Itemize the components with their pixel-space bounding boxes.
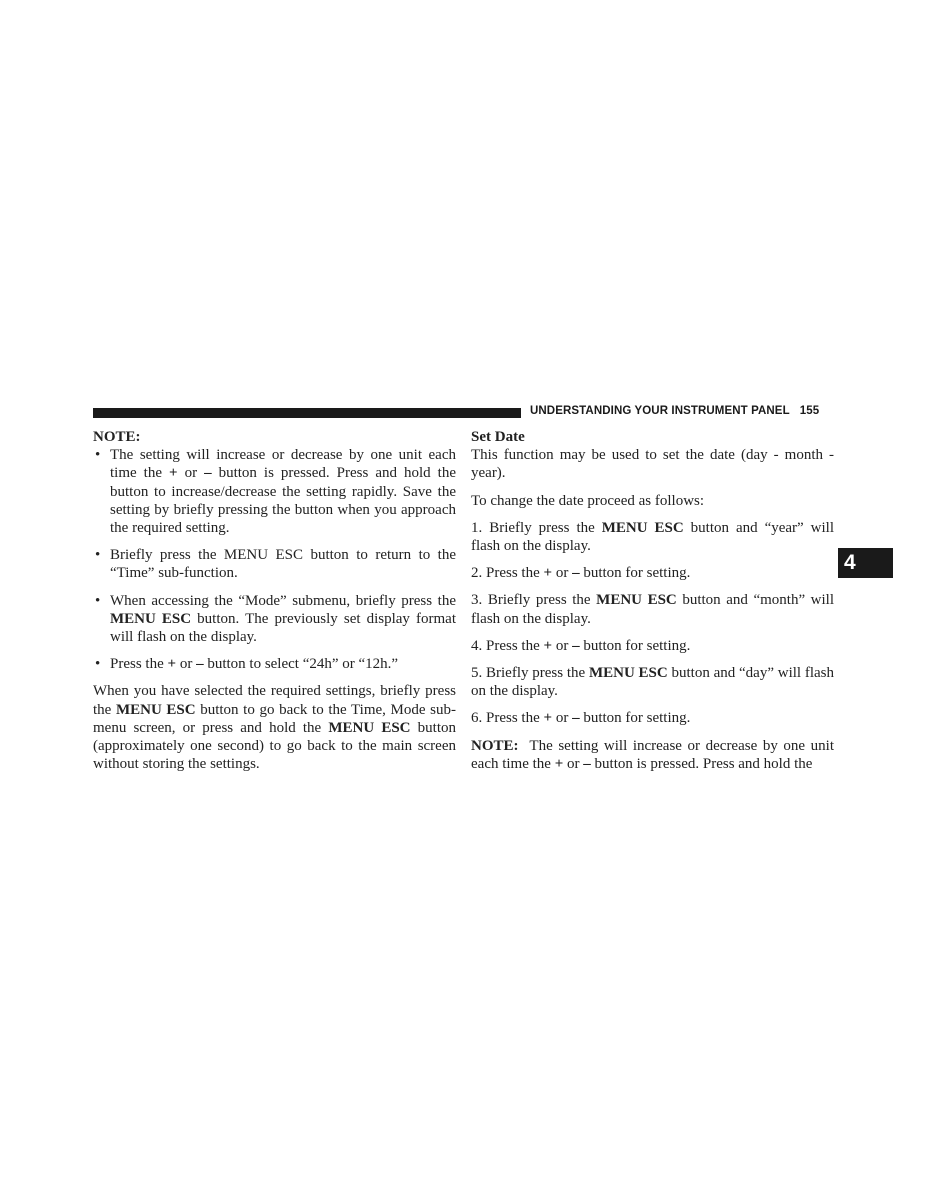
lead-paragraph: To change the date proceed as follows:: [471, 492, 705, 509]
left-column: [93, 428, 456, 782]
right-column: [471, 428, 838, 782]
step-item: 5. Briefly press the MENU ESC button and “day” will flash on the display.: [471, 665, 835, 700]
page-number: 155: [799, 405, 820, 417]
bullet-item: • When accessing the “Mode” submenu, briefly press the MENU ESC button. The previously set display format will flash on the display.: [93, 592, 456, 647]
chapter-tab: 4: [838, 548, 893, 578]
step-item: 3. Briefly press the MENU ESC button and “month” will flash on the display.: [471, 592, 834, 627]
section-heading: Set Date: [471, 429, 525, 445]
running-header: [530, 405, 819, 417]
header-title: UNDERSTANDING YOUR INSTRUMENT PANEL: [530, 405, 790, 417]
note-bullets: [93, 446, 456, 673]
step-item: 6. Press the + or – button for setting.: [471, 710, 691, 727]
note-paragraph: NOTE: The setting will increase or decrease by one unit each time the + or – button is pressed. Press and hold the: [471, 737, 838, 772]
summary-paragraph: When you have selected the required settings, briefly press the MENU ESC button to go back to the Time, Mode sub-menu screen, or press and hold the MENU ESC button (approximately one second) to go back to the main screen without storing the settings.: [93, 683, 456, 773]
header-rule: [93, 408, 521, 418]
step-item: 1. Briefly press the MENU ESC button and “year” will flash on the display.: [471, 519, 834, 555]
bullet-item: • Briefly press the MENU ESC button to return to the “Time” sub-function.: [93, 546, 456, 582]
bullet-item: • Press the + or – button to select “24h” or “12h.”: [93, 655, 456, 673]
intro-paragraph: This function may be used to set the date (day - month - year).: [471, 447, 834, 482]
step-item: 4. Press the + or – button for setting.: [471, 637, 691, 654]
note-heading: NOTE:: [93, 429, 141, 445]
bullet-item: • The setting will increase or decrease by one unit each time the + or – button is pressed. Press and hold the button to increase/decrease the setting rapidly. Save the setting by briefly pressing the button when you approach the required setting.: [93, 446, 456, 537]
step-item: 2. Press the + or – button for setting.: [471, 565, 691, 582]
